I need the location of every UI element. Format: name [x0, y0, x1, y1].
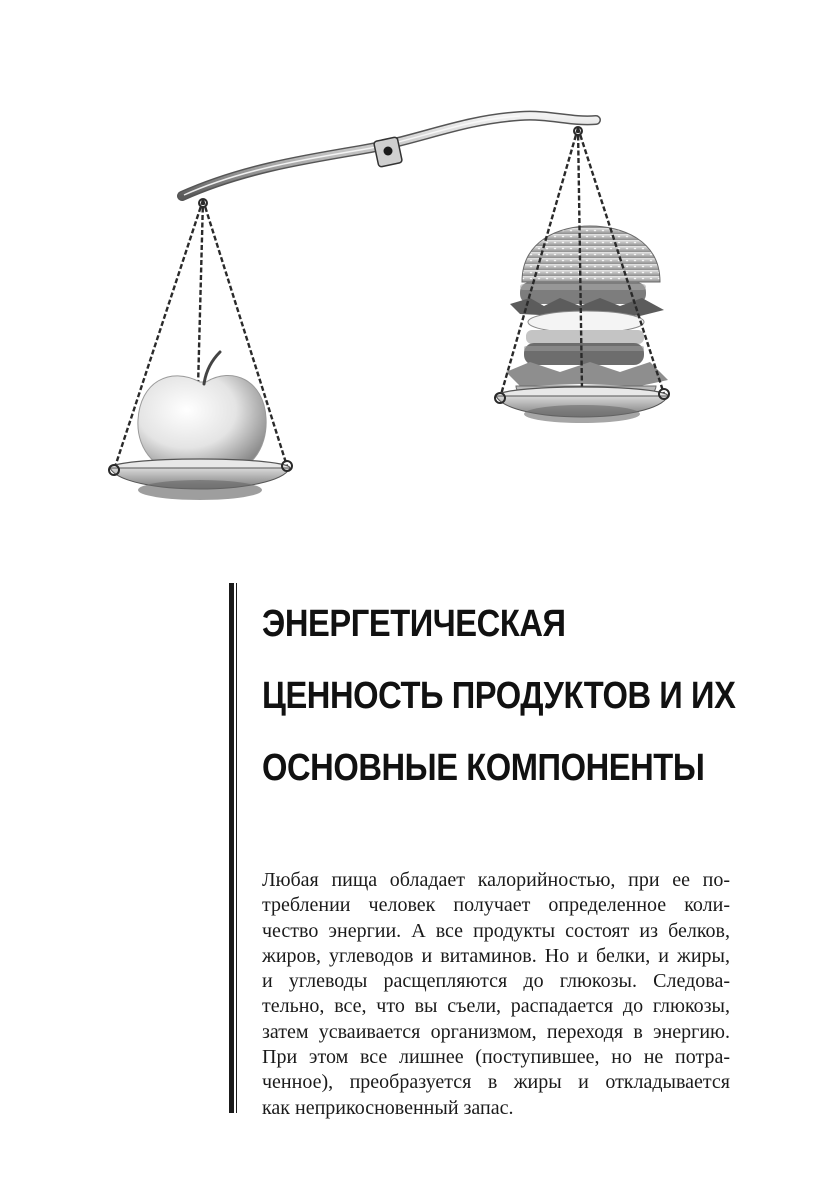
chapter-title-line: ЭНЕРГЕТИЧЕСКАЯ [262, 603, 566, 645]
body-line: ченное), преобразуется в жиры и откладывается [262, 1071, 730, 1094]
body-line: При этом все лишнее (поступившее, но не потра- [262, 1046, 730, 1069]
heading-rule-thin [236, 583, 237, 1113]
scale-beam [182, 116, 596, 196]
right-pan [495, 387, 669, 423]
hamburger-icon [506, 226, 668, 402]
body-line: Любая пища обладает калорийностью, при ее по- [262, 869, 730, 891]
chapter-title-line: ЦЕННОСТЬ ПРОДУКТОВ И ИХ [262, 675, 736, 717]
body-line: чество энергии. А все продукты состоят из белков, [262, 919, 730, 942]
left-pan [109, 459, 292, 500]
scale-illustration [0, 0, 817, 540]
body-line: жиров, углеводов и витаминов. Но и белки, и жиры, [262, 944, 730, 967]
chapter-title-line: ОСНОВНЫЕ КОМПОНЕНТЫ [262, 747, 705, 789]
body-paragraph [262, 868, 730, 1121]
body-line: тельно, все, что вы съели, распадается до глюкозы, [262, 995, 730, 1018]
body-line: треблении человек получает определенное коли- [262, 894, 730, 917]
heading-rule [229, 583, 234, 1113]
chapter-title [262, 588, 736, 804]
body-line: как неприкосновенный запас. [262, 1096, 514, 1119]
body-line: и углеводы расщепляются до глюкозы. Следова- [262, 970, 730, 993]
apple-icon [138, 352, 266, 474]
body-line: затем усваивается организмом, переходя в энергию. [262, 1020, 730, 1043]
